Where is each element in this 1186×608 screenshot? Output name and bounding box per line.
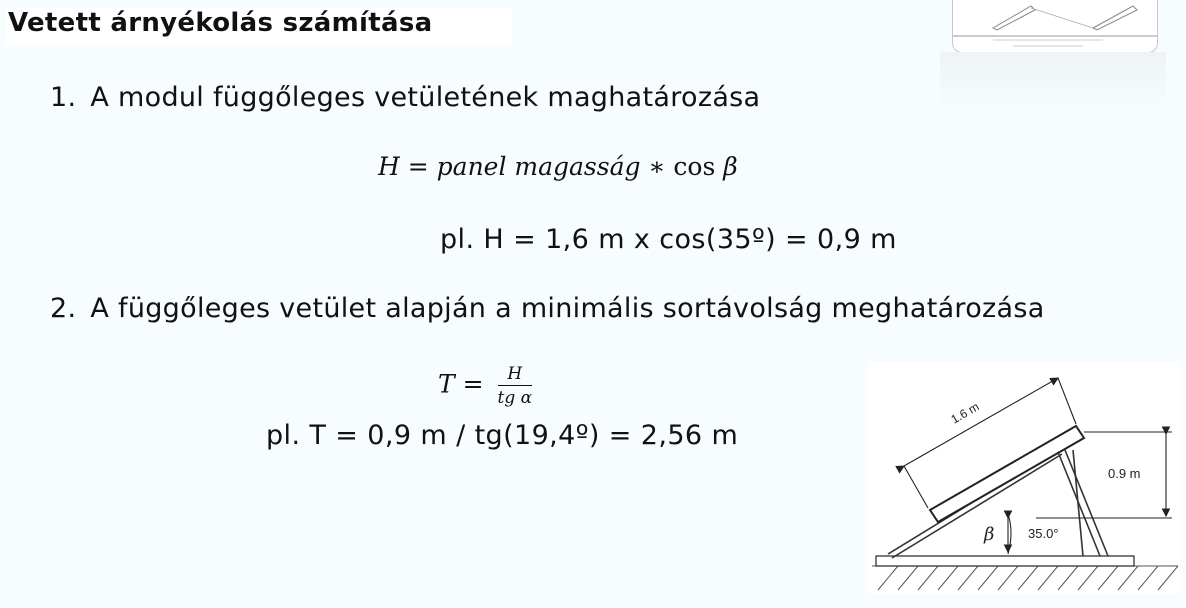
base-rail [876,556,1134,566]
formula-h-lhs: H [378,152,400,181]
step-1 [50,82,760,113]
formula-h [378,152,738,181]
formula-t [438,364,532,408]
height-label: 0.9 m [1108,466,1141,481]
diagram-thumbnail [952,0,1158,53]
page-title: Vetett árnyékolás számítása [6,8,512,44]
formula-t-eq: = [454,369,492,399]
step-2-number: 2. [50,293,77,324]
support-frame [888,450,1108,558]
step-2-text: A függőleges vetület alapján a minimális sortávolság meghatározása [90,293,1045,324]
example-h: pl. H = 1,6 m x cos(35º) = 0,9 m [440,224,897,255]
step-1-number: 1. [50,82,77,113]
formula-h-beta: β [723,152,738,181]
ground-hatch [872,566,1178,590]
angle-label: 35.0° [1028,526,1059,541]
panel-tilt-diagram [868,362,1180,594]
formula-t-numerator: H [498,364,533,386]
formula-h-rhs: panel magasság [436,152,641,181]
angle-marker [1008,514,1011,554]
step-2 [50,293,1045,324]
solar-panel [930,426,1084,522]
step-1-text: A modul függőleges vetületének maghatározása [90,82,761,113]
formula-t-fraction [498,364,533,408]
example-t: pl. T = 0,9 m / tg(19,4º) = 2,56 m [266,420,739,451]
formula-t-lhs: T [438,369,455,399]
panel-length-label: 1.6 m [948,399,982,427]
formula-t-denominator: tg α [497,388,533,408]
formula-h-op: ∗ cos [640,152,724,181]
formula-h-eq: = [399,152,437,181]
beta-label: β [984,524,995,545]
thumbnail-reflection [940,52,1166,110]
